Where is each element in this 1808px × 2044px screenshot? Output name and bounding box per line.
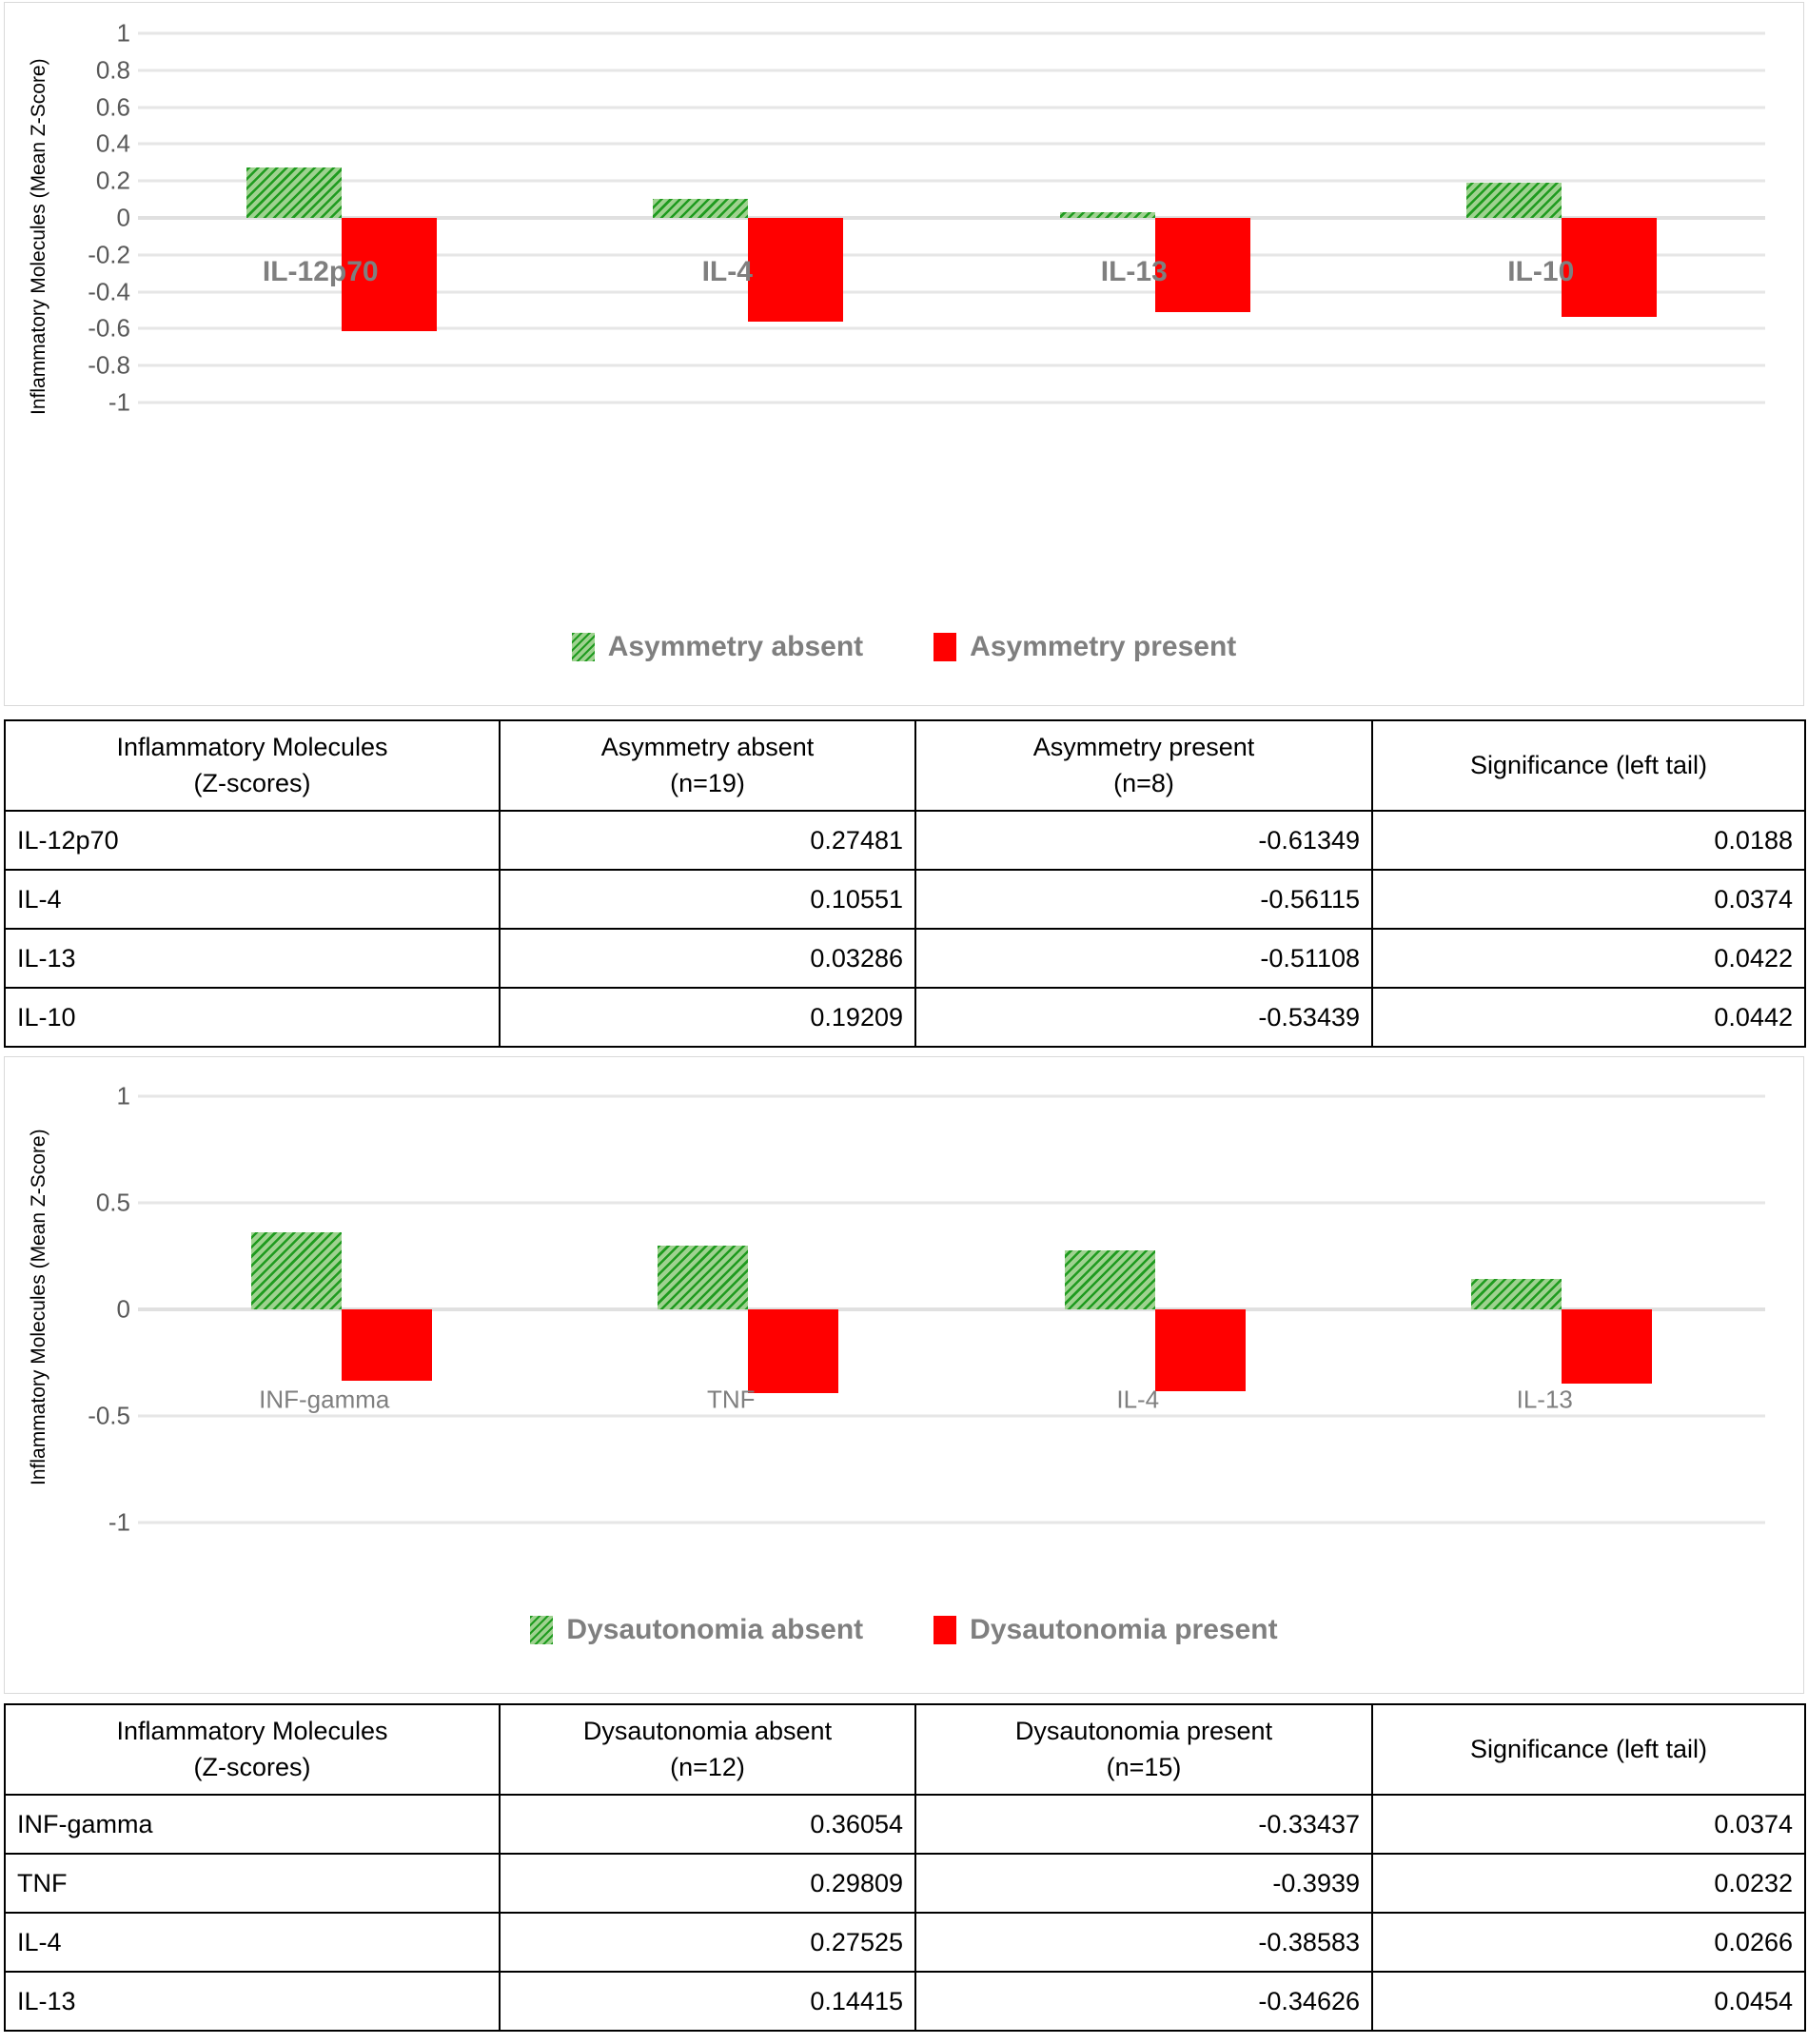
legend-item-asymmetry-present[interactable]	[933, 631, 1236, 663]
cell-significance: 0.0454	[1372, 1972, 1805, 2031]
legend-item-dysautonomia-present[interactable]	[933, 1614, 1277, 1646]
bar-present[interactable]	[748, 218, 843, 322]
cell-absent: 0.19209	[500, 988, 915, 1047]
col-header-line2: (n=15)	[1106, 1752, 1182, 1781]
legend-label: Dysautonomia absent	[566, 1614, 864, 1645]
legend-swatch-green-hatch-icon	[530, 1616, 553, 1644]
gridline	[138, 106, 1765, 108]
cell-absent: 0.10551	[500, 870, 915, 929]
table-row	[5, 870, 1805, 929]
y-axis-tick-label: 0	[116, 1294, 130, 1324]
gridline	[138, 402, 1765, 404]
bar-absent[interactable]	[653, 199, 748, 218]
cell-molecule: TNF	[5, 1854, 500, 1913]
cell-absent: 0.29809	[500, 1854, 915, 1913]
y-axis-tick-label: 0.4	[95, 128, 130, 158]
y-axis-tick-label: -0.8	[88, 350, 130, 380]
y-axis-tick-label: 0.2	[95, 166, 130, 195]
table-body	[5, 811, 1805, 1047]
y-axis-tick-label: -1	[108, 1507, 130, 1537]
gridline	[138, 1095, 1765, 1098]
cell-significance: 0.0422	[1372, 929, 1805, 988]
gridline	[138, 32, 1765, 35]
category-label: IL-4	[1116, 1385, 1160, 1414]
bar-present[interactable]	[748, 1309, 838, 1393]
cell-present: -0.61349	[915, 811, 1372, 870]
cell-absent: 0.36054	[500, 1795, 915, 1854]
table-row	[5, 929, 1805, 988]
col-header-line1: Asymmetry absent	[600, 733, 815, 762]
cell-molecule: IL-4	[5, 870, 500, 929]
col-header-line2: (Z-scores)	[193, 1752, 311, 1781]
cell-significance: 0.0266	[1372, 1913, 1805, 1972]
table-dysautonomia	[4, 1703, 1806, 2032]
chart2-y-axis-title: Inflammatory Molecules (Mean Z-Score)	[28, 1129, 49, 1486]
chart2-plot-area	[5, 1057, 1803, 1693]
cell-significance: 0.0442	[1372, 988, 1805, 1047]
bar-absent[interactable]	[1471, 1279, 1562, 1309]
cell-present: -0.51108	[915, 929, 1372, 988]
chart1-legend	[5, 631, 1803, 663]
chart2-legend	[5, 1614, 1803, 1646]
col-header-present	[915, 720, 1372, 811]
cell-present: -0.56115	[915, 870, 1372, 929]
gridline	[138, 69, 1765, 71]
col-header-line2: (Z-scores)	[193, 768, 311, 797]
gridline	[138, 143, 1765, 146]
y-axis-ticks	[5, 1057, 130, 1693]
cell-molecule: INF-gamma	[5, 1795, 500, 1854]
cell-present: -0.38583	[915, 1913, 1372, 1972]
legend-label: Asymmetry present	[970, 631, 1237, 662]
category-label: IL-13	[1100, 256, 1168, 287]
table-body	[5, 1795, 1805, 2031]
bar-absent[interactable]	[658, 1246, 748, 1309]
chart1-plot-area	[5, 3, 1803, 705]
category-label: INF-gamma	[259, 1385, 390, 1414]
cell-molecule: IL-12p70	[5, 811, 500, 870]
bar-absent[interactable]	[251, 1232, 342, 1309]
y-axis-tick-label: -0.6	[88, 313, 130, 343]
bar-present[interactable]	[1562, 218, 1657, 317]
legend-label: Dysautonomia present	[970, 1614, 1278, 1645]
col-header-line1: Dysautonomia absent	[582, 1717, 833, 1746]
cell-significance: 0.0232	[1372, 1854, 1805, 1913]
y-axis-tick-label: 0.8	[95, 55, 130, 85]
col-header-line1: Significance (left tail)	[1469, 750, 1708, 779]
y-axis-tick-label: 0.6	[95, 92, 130, 122]
y-axis-tick-label: 0	[116, 203, 130, 232]
y-axis-ticks	[5, 3, 130, 705]
y-axis-tick-label: 1	[116, 1081, 130, 1110]
cell-molecule: IL-4	[5, 1913, 500, 1972]
category-label: IL-10	[1507, 256, 1575, 287]
bar-absent[interactable]	[246, 167, 342, 218]
col-header-line1: Dysautonomia present	[1014, 1717, 1273, 1746]
y-axis-tick-label: -1	[108, 387, 130, 417]
category-label: IL-13	[1516, 1385, 1573, 1414]
legend-label: Asymmetry absent	[607, 631, 864, 662]
cell-present: -0.53439	[915, 988, 1372, 1047]
bar-absent[interactable]	[1060, 212, 1155, 218]
gridline	[138, 364, 1765, 367]
col-header-molecules	[5, 720, 500, 811]
y-axis-tick-label: -0.4	[88, 277, 130, 306]
col-header-significance	[1372, 720, 1805, 811]
y-axis-tick-label: -0.2	[88, 240, 130, 269]
bar-present[interactable]	[342, 1309, 432, 1381]
y-axis-tick-label: -0.5	[88, 1401, 130, 1430]
bar-present[interactable]	[1155, 218, 1250, 312]
table-row	[5, 1972, 1805, 2031]
bar-present[interactable]	[1562, 1309, 1652, 1384]
gridline	[138, 1415, 1765, 1418]
cell-absent: 0.03286	[500, 929, 915, 988]
cell-molecule: IL-13	[5, 1972, 500, 2031]
cell-molecule: IL-10	[5, 988, 500, 1047]
table-row	[5, 811, 1805, 870]
col-header-line2: (n=19)	[670, 768, 745, 797]
bar-absent[interactable]	[1466, 183, 1562, 218]
col-header-absent	[500, 1704, 915, 1795]
cell-present: -0.33437	[915, 1795, 1372, 1854]
cell-significance: 0.0188	[1372, 811, 1805, 870]
col-header-line1: Significance (left tail)	[1469, 1734, 1708, 1763]
cell-significance: 0.0374	[1372, 870, 1805, 929]
table-header-row	[5, 720, 1805, 811]
bar-present[interactable]	[1155, 1309, 1246, 1391]
col-header-line1: Inflammatory Molecules	[116, 1717, 388, 1746]
col-header-line2: (n=8)	[1113, 768, 1174, 797]
table-asymmetry	[4, 719, 1806, 1048]
category-label: IL-12p70	[262, 256, 379, 287]
y-axis-tick-label: 1	[116, 18, 130, 48]
chart-panel-asymmetry	[4, 2, 1804, 706]
cell-absent: 0.27481	[500, 811, 915, 870]
col-header-molecules	[5, 1704, 500, 1795]
col-header-line1: Inflammatory Molecules	[116, 733, 388, 762]
cell-absent: 0.27525	[500, 1913, 915, 1972]
col-header-line1: Asymmetry present	[1032, 733, 1255, 762]
gridline	[138, 1522, 1765, 1524]
category-label: IL-4	[701, 256, 753, 287]
cell-absent: 0.14415	[500, 1972, 915, 2031]
col-header-absent	[500, 720, 915, 811]
col-header-present	[915, 1704, 1372, 1795]
legend-swatch-red-icon	[933, 1616, 956, 1644]
col-header-significance	[1372, 1704, 1805, 1795]
y-axis-tick-label: 0.5	[95, 1188, 130, 1217]
category-label: TNF	[706, 1385, 756, 1414]
bar-absent[interactable]	[1065, 1250, 1155, 1309]
chart-panel-dysautonomia	[4, 1056, 1804, 1694]
legend-item-dysautonomia-absent[interactable]	[530, 1614, 863, 1646]
cell-present: -0.34626	[915, 1972, 1372, 2031]
table-row	[5, 1795, 1805, 1854]
table-row	[5, 1854, 1805, 1913]
legend-swatch-green-hatch-icon	[572, 633, 595, 661]
cell-molecule: IL-13	[5, 929, 500, 988]
legend-item-asymmetry-absent[interactable]	[572, 631, 863, 663]
cell-present: -0.3939	[915, 1854, 1372, 1913]
table-row	[5, 1913, 1805, 1972]
table-row	[5, 988, 1805, 1047]
table-header-row	[5, 1704, 1805, 1795]
cell-significance: 0.0374	[1372, 1795, 1805, 1854]
legend-swatch-red-icon	[933, 633, 956, 661]
chart1-y-axis-title: Inflammatory Molecules (Mean Z-Score)	[28, 58, 49, 416]
gridline	[138, 1202, 1765, 1205]
col-header-line2: (n=12)	[670, 1752, 745, 1781]
